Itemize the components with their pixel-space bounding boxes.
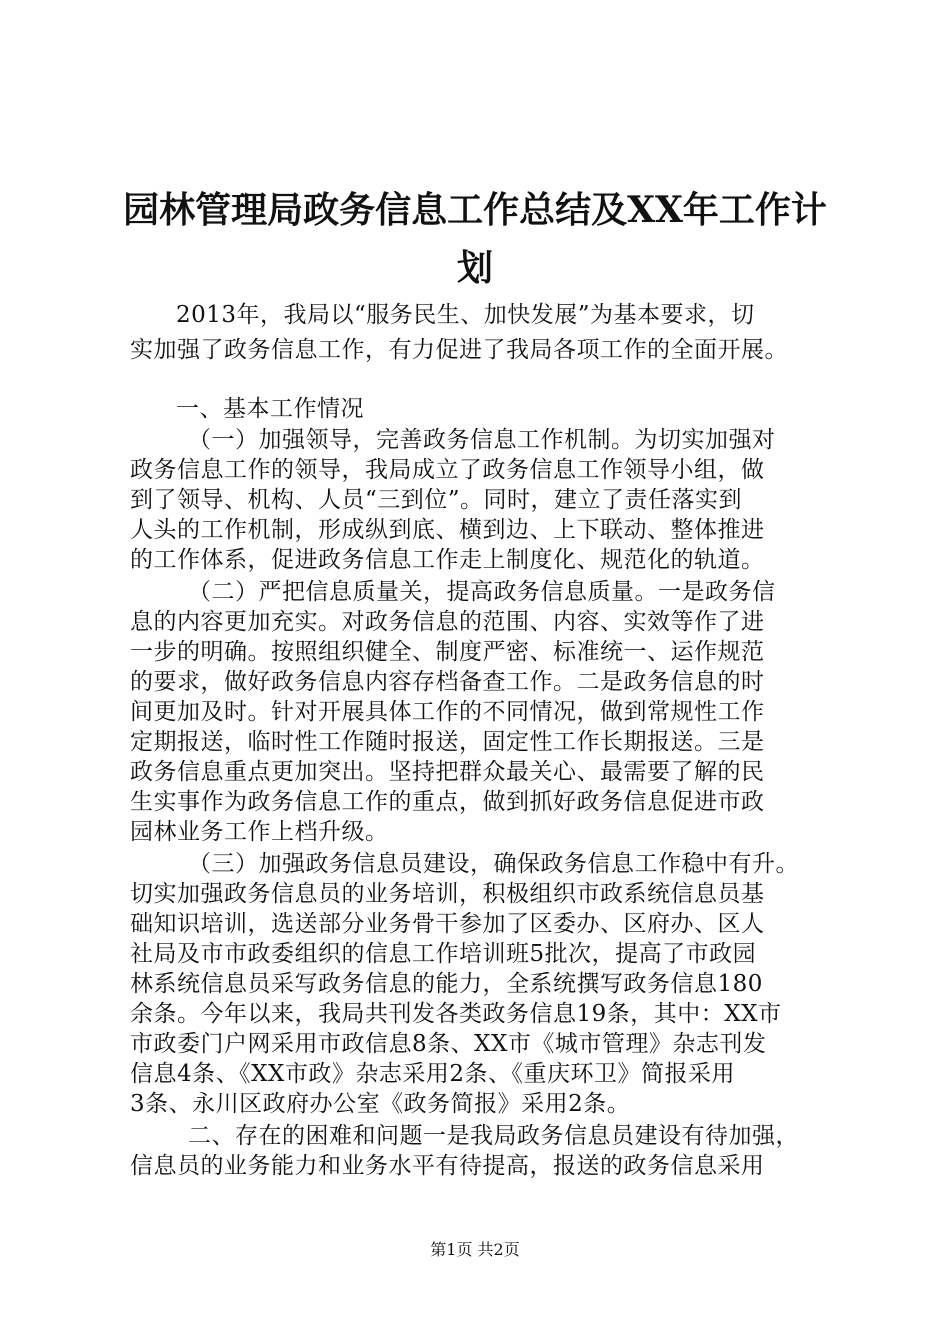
body-line: 社局及市市政委组织的信息工作培训班5批次，提高了市政园 — [130, 941, 757, 967]
body-line: 信息4条、《XX市政》杂志采用2条、《重庆环卫》简报采用 — [130, 1061, 736, 1087]
body-line: 政务信息工作的领导，我局成立了政务信息工作领导小组，做 — [130, 457, 765, 483]
section-heading: 一、基本工作情况 — [176, 396, 364, 422]
page-number-footer: 第1页 共2页 — [430, 1240, 520, 1259]
body-line: 一步的明确。按照组织健全、制度严密、标准统一、运作规范 — [130, 639, 765, 665]
body-line: 生实事作为政务信息工作的重点，做到抓好政务信息促进市政 — [130, 789, 765, 815]
body-line: 实加强了政务信息工作，有力促进了我局各项工作的全面开展。 — [130, 337, 788, 363]
body-line: 3条、永川区政府办公室《政务简报》采用2条。 — [130, 1091, 631, 1117]
body-line: 余条。今年以来，我局共刊发各类政务信息19条，其中：XX市 — [130, 1001, 782, 1027]
body-line: 础知识培训，选送部分业务骨干参加了区委办、区府办、区人 — [130, 911, 765, 937]
body-line: 的工作体系，促进政务信息工作走上制度化、规范化的轨道。 — [130, 547, 765, 573]
body-line: 间更加及时。针对开展具体工作的不同情况，做到常规性工作 — [130, 699, 765, 725]
body-line: 定期报送，临时性工作随时报送，固定性工作长期报送。三是 — [130, 729, 765, 755]
body-line: （一）加强领导，完善政务信息工作机制。为切实加强对 — [188, 427, 776, 453]
body-line: 园林业务工作上档升级。 — [130, 819, 389, 845]
body-line: 政务信息重点更加突出。坚持把群众最关心、最需要了解的民 — [130, 759, 765, 785]
document-title-line-2: 划 — [456, 247, 493, 289]
body-line: 2013年，我局以“服务民生、加快发展”为基本要求，切 — [176, 302, 755, 328]
body-line: 市政委门户网采用市政信息8条、XX市《城市管理》杂志刊发 — [130, 1031, 767, 1057]
body-line: （二）严把信息质量关，提高政务信息质量。一是政务信 — [188, 579, 776, 605]
body-line: 人头的工作机制，形成纵到底、横到边、上下联动、整体推进 — [130, 517, 765, 543]
body-line: 林系统信息员采写政务信息的能力，全系统撰写政务信息180 — [130, 971, 763, 997]
body-line: 信息员的业务能力和业务水平有待提高，报送的政务信息采用 — [130, 1153, 765, 1179]
body-line: 到了领导、机构、人员“三到位”。同时，建立了责任落实到 — [130, 487, 743, 513]
body-line: 息的内容更加充实。对政务信息的范围、内容、实效等作了进 — [130, 609, 765, 635]
body-line: （三）加强政务信息员建设，确保政务信息工作稳中有升。 — [188, 851, 799, 877]
document-title-line-1: 园林管理局政务信息工作总结及XX年工作计 — [123, 189, 827, 231]
body-line: 切实加强政务信息员的业务培训，积极组织市政系统信息员基 — [130, 881, 765, 907]
body-line: 的要求，做好政务信息内容存档备查工作。二是政务信息的时 — [130, 669, 765, 695]
section-heading: 二、存在的困难和问题一是我局政务信息员建设有待加强， — [188, 1123, 799, 1149]
